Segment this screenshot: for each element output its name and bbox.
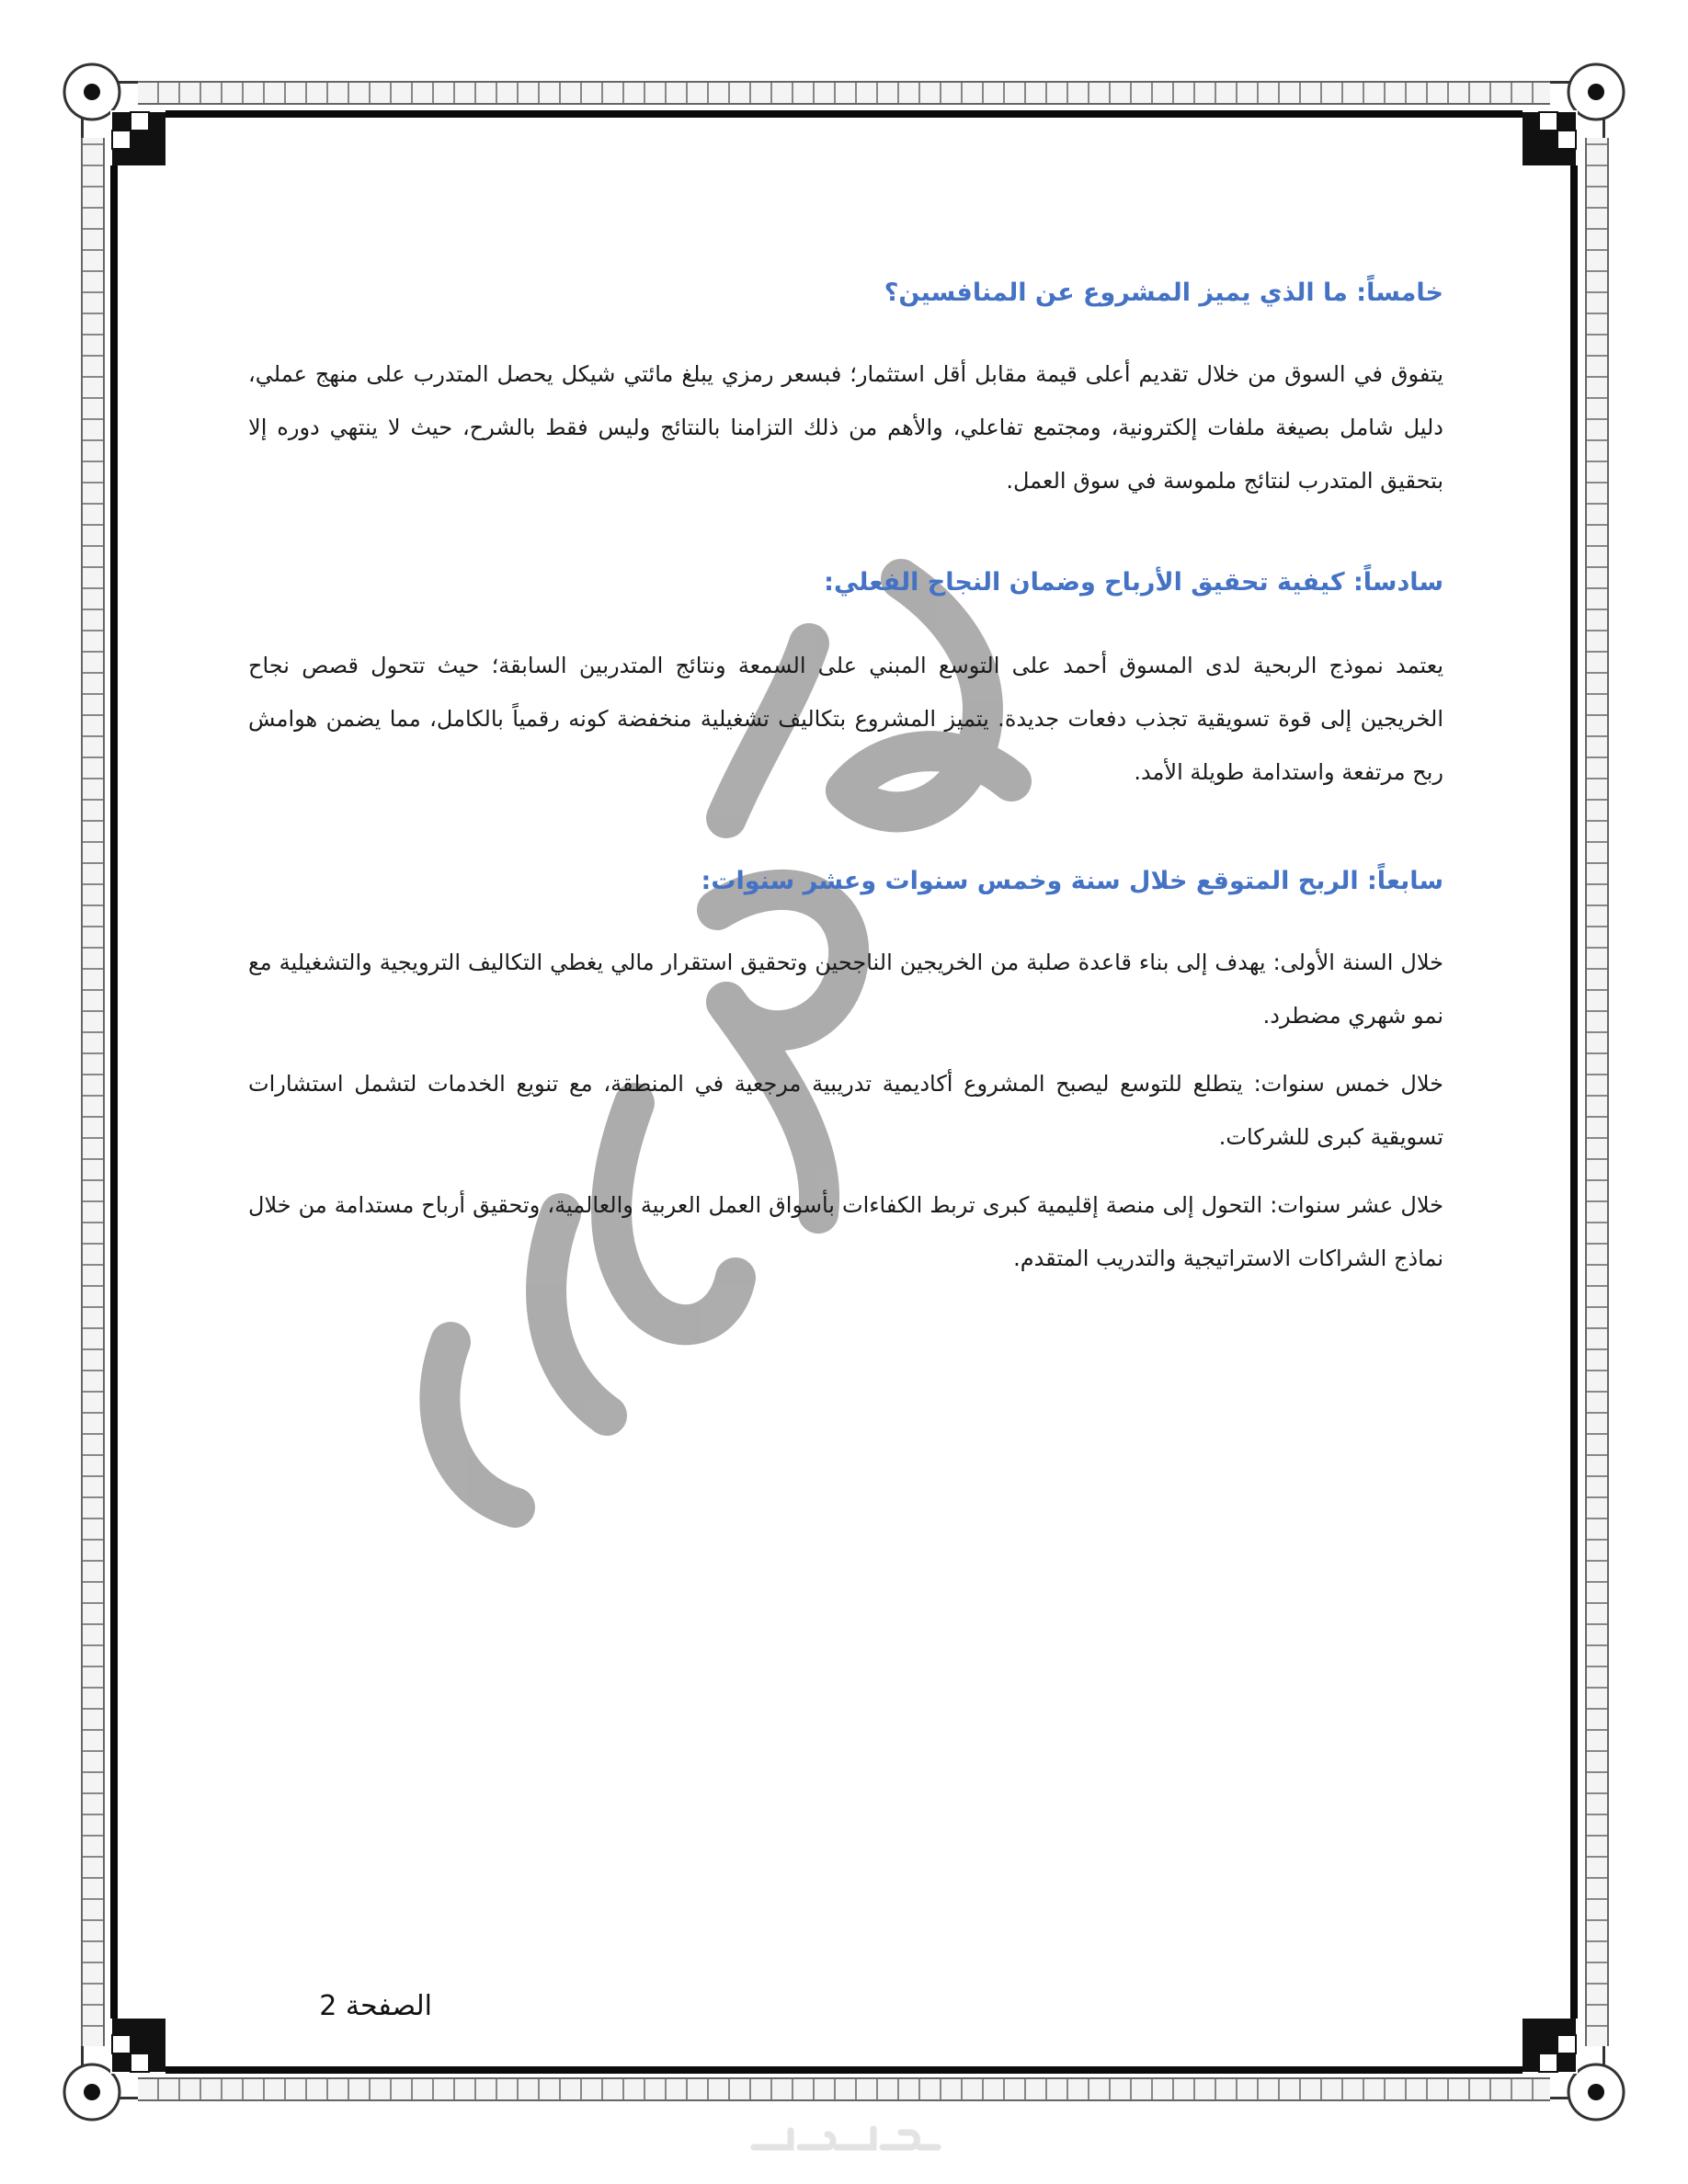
frame-tile-strip-right xyxy=(1585,138,1609,2046)
frame-corner-ornament xyxy=(55,55,165,165)
frame-corner-ornament xyxy=(1523,55,1633,165)
section-5 xyxy=(248,276,1443,507)
frame-tile-strip-top xyxy=(138,81,1550,105)
site-logo-icon xyxy=(736,2110,956,2166)
section-5-heading: خامساً: ما الذي يميز المشروع عن المنافسين؟ xyxy=(884,279,1443,307)
frame-corner-ornament xyxy=(1523,2019,1633,2129)
section-7-item-ten-years: خلال عشر سنوات: التحول إلى منصة إقليمية كبرى تربط الكفاءات بأسواق العمل العربية والعالمية، وتحقيق أرباح مستدامة من خلال نماذج الشراكات الاستراتيجية والتدريب المتقدم. xyxy=(248,1191,1443,1271)
section-7-item-five-years: خلال خمس سنوات: يتطلع للتوسع ليصبح المشروع أكاديمية تدريبية مرجعية في المنطقة، مع تنويع الخدمات لتشمل استشارات تسويقية كبرى للشركات. xyxy=(248,1070,1443,1150)
page-number: الصفحة 2 xyxy=(319,1990,432,2022)
section-7-item-year-one: خلال السنة الأولى: يهدف إلى بناء قاعدة صلبة من الخريجين الناجحين وتحقيق استقرار مالي يغطي التكاليف الترويجية والتشغيلية مع نمو شهري مضطرد. xyxy=(248,949,1443,1029)
section-6-heading: سادساً: كيفية تحقيق الأرباح وضمان النجاح الفعلي: xyxy=(824,568,1443,597)
section-6-paragraph: يعتمد نموذج الربحية لدى المسوق أحمد على التوسع المبني على السمعة ونتائج المتدربين السابقة؛ حيث تتحول قصص نجاح الخريجين إلى قوة تسويقية تجذب دفعات جديدة. يتميز المشروع بتكاليف تشغيلية منخفضة كونه رقمياً بالكامل، مما يضمن هوامش ربح مرتفعة واستدامة طويلة الأمد. xyxy=(248,652,1443,785)
section-7 xyxy=(248,864,1443,1300)
frame-tile-strip-left xyxy=(81,138,105,2046)
section-5-paragraph: يتفوق في السوق من خلال تقديم أعلى قيمة مقابل أقل استثمار؛ فبسعر رمزي يبلغ مائتي شيكل يحصل المتدرب على منهج عملي، دليل شامل بصيغة ملفات إلكترونية، ومجتمع تفاعلي، والأهم من ذلك التزامنا بالنتائج وليس فقط بالشرح، حيث لا ينتهي دوره إلا بتحقيق المتدرب لنتائج ملموسة في سوق العمل. xyxy=(248,360,1443,494)
section-6 xyxy=(248,565,1443,799)
site-watermark-logo xyxy=(736,2110,956,2177)
section-7-heading: سابعاً: الربح المتوقع خلال سنة وخمس سنوات وعشر سنوات: xyxy=(701,867,1443,895)
frame-corner-ornament xyxy=(55,2019,165,2129)
frame-tile-strip-bottom xyxy=(138,2077,1550,2101)
